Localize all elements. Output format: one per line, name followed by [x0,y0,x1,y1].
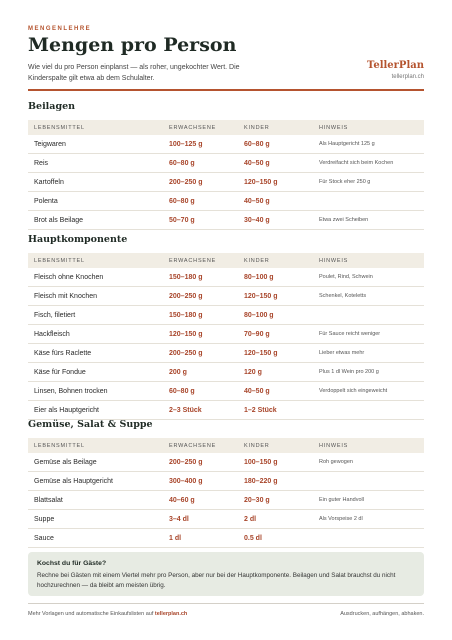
kids-cell: 120 g [244,368,262,376]
note-cell: Lieber etwas mehr [319,350,365,356]
footer-tagline: Ausdrucken, aufhängen, abhaken. [340,611,424,617]
table-row [28,491,424,510]
column-header-kids: KINDER [244,442,270,449]
kids-cell: 1–2 Stück [244,406,277,414]
adults-cell: 150–180 g [169,273,203,281]
food-cell: Fleisch ohne Knochen [34,273,104,281]
food-cell: Blattsalat [34,496,63,504]
column-header-adults: ERWACHSENE [169,442,217,449]
kids-cell: 120–150 g [244,292,278,300]
food-cell: Brot als Beilage [34,216,84,224]
brand [367,60,424,80]
table-row [28,154,424,173]
adults-cell: 120–150 g [169,330,203,338]
food-cell: Gemüse als Hauptgericht [34,477,113,485]
adults-cell: 100–125 g [169,140,203,148]
food-cell: Reis [34,159,49,167]
food-cell: Kartoffeln [34,178,64,186]
note-cell: Als Vorspeise 2 dl [319,516,363,522]
kids-cell: 100–150 g [244,458,278,466]
table-row [28,211,424,230]
table-header [28,253,424,268]
table-row [28,306,424,325]
eyebrow: MENGENLEHRE [28,26,92,32]
column-header-kids: KINDER [244,257,270,264]
table-row [28,529,424,548]
adults-cell: 50–70 g [169,216,195,224]
section-beilagen [28,100,424,230]
footer-divider [28,603,424,604]
table-header [28,120,424,135]
food-cell: Teigwaren [34,140,66,148]
column-header-note: HINWEIS [319,124,349,131]
kids-cell: 20–30 g [244,496,270,504]
table-row [28,135,424,154]
column-header-food: LEBENSMITTEL [34,124,85,131]
note-cell: Als Hauptgericht 125 g [319,141,375,147]
guest-tip-callout [28,552,424,596]
food-cell: Gemüse als Beilage [34,458,97,466]
adults-cell: 1 dl [169,534,182,542]
brand-logo: TellerPlan [367,60,424,71]
column-header-note: HINWEIS [319,257,349,264]
table-row [28,192,424,211]
note-cell: Verdreifacht sich beim Kochen [319,160,394,166]
note-cell: Roh gewogen [319,459,353,465]
column-header-note: HINWEIS [319,442,349,449]
table-row [28,325,424,344]
food-cell: Linsen, Bohnen trocken [34,387,108,395]
table-row [28,510,424,529]
column-header-adults: ERWACHSENE [169,257,217,264]
kids-cell: 70–90 g [244,330,270,338]
footer-text: Mehr Vorlagen und automatische Einkaufslisten auf [28,611,154,617]
footer [28,611,424,617]
section-gemuese-salat-suppe [28,418,424,548]
callout-title: Kochst du für Gäste? [37,560,107,567]
note-cell: Für Sauce reicht weniger [319,331,381,337]
page-subtitle: Wie viel du pro Person einplanst — als roher, ungekochter Wert. Die Kinderspalte gilt etwa ab dem Schulalter. [28,64,240,82]
kids-cell: 80–100 g [244,311,274,319]
note-cell: Für Stock eher 250 g [319,179,371,185]
table-row [28,287,424,306]
column-header-adults: ERWACHSENE [169,124,217,131]
note-cell: Plus 1 dl Wein pro 200 g [319,369,379,375]
adults-cell: 60–80 g [169,159,195,167]
note-cell: Poulet, Rind, Schwein [319,274,373,280]
food-cell: Fleisch mit Knochen [34,292,98,300]
kids-cell: 80–100 g [244,273,274,281]
section-title: Gemüse, Salat & Suppe [28,419,153,430]
table-row [28,382,424,401]
kids-cell: 60–80 g [244,140,270,148]
kids-cell: 120–150 g [244,349,278,357]
kids-cell: 40–50 g [244,387,270,395]
food-cell: Eier als Hauptgericht [34,406,99,414]
kids-cell: 0.5 dl [244,534,262,542]
column-header-kids: KINDER [244,124,270,131]
callout-body: Rechne bei Gästen mit einem Viertel mehr pro Person, aber nur bei der Hauptkomponente. Beilagen und Salat brauchst du nicht hochzurechnen — da bleibt am meisten übrig. [37,572,396,589]
food-cell: Polenta [34,197,58,205]
header-divider [28,89,424,91]
table-row [28,268,424,287]
note-cell: Ein guter Handvoll [319,497,364,503]
kids-cell: 40–50 g [244,197,270,205]
adults-cell: 60–80 g [169,197,195,205]
kids-cell: 2 dl [244,515,257,523]
adults-cell: 200–250 g [169,349,203,357]
adults-cell: 2–3 Stück [169,406,202,414]
adults-cell: 3–4 dl [169,515,189,523]
food-cell: Sauce [34,534,54,542]
food-cell: Käse fürs Raclette [34,349,92,357]
footer-left [28,611,187,617]
adults-cell: 200–250 g [169,458,203,466]
table-row [28,344,424,363]
adults-cell: 200 g [169,368,187,376]
adults-cell: 200–250 g [169,178,203,186]
kids-cell: 180–220 g [244,477,278,485]
adults-cell: 150–180 g [169,311,203,319]
food-cell: Fisch, filetiert [34,311,76,319]
section-hauptkomponente [28,233,424,420]
kids-cell: 40–50 g [244,159,270,167]
brand-url[interactable]: tellerplan.ch [391,74,424,80]
column-header-food: LEBENSMITTEL [34,257,85,264]
table-row [28,453,424,472]
note-cell: Verdoppelt sich eingeweicht [319,388,388,394]
note-cell: Schenkel, Koteletts [319,293,367,299]
adults-cell: 300–400 g [169,477,203,485]
footer-link[interactable]: tellerplan.ch [154,611,188,617]
table-row [28,472,424,491]
note-cell: Etwa zwei Scheiben [319,217,369,223]
kids-cell: 30–40 g [244,216,270,224]
food-cell: Käse für Fondue [34,368,86,376]
adults-cell: 40–60 g [169,496,195,504]
column-header-food: LEBENSMITTEL [34,442,85,449]
adults-cell: 60–80 g [169,387,195,395]
table-header [28,438,424,453]
section-title: Beilagen [28,101,76,112]
food-cell: Hackfleisch [34,330,70,338]
food-cell: Suppe [34,515,55,523]
adults-cell: 200–250 g [169,292,203,300]
kids-cell: 120–150 g [244,178,278,186]
table-row [28,173,424,192]
section-title: Hauptkomponente [28,234,128,245]
page-title: Mengen pro Person [28,34,237,56]
table-row [28,363,424,382]
